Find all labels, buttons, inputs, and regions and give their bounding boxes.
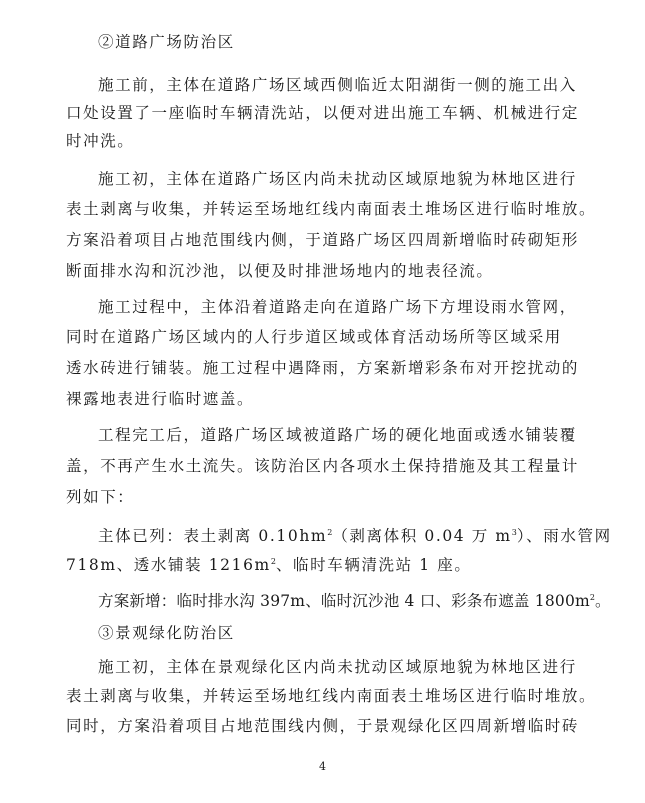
paragraph-line: 施工前，主体在道路广场区域西侧临近太阳湖街一侧的施工出入 xyxy=(98,76,577,94)
text: 方案新增：临时排水沟 397m、临时沉沙池 4 口、彩条布遮盖 1800m xyxy=(98,592,590,611)
paragraph-line: 时冲洗。 xyxy=(66,132,135,150)
text: ）、雨水管网 xyxy=(516,527,612,546)
paragraph-line: 列如下： xyxy=(66,488,135,506)
paragraph-line: 断面排水沟和沉沙池，以便及时排泄场地内的地表径流。 xyxy=(66,262,494,280)
superscript: 3 xyxy=(511,528,517,537)
superscript: 2 xyxy=(589,593,595,602)
text: 。 xyxy=(595,592,611,611)
section-heading-landscape: ③景观绿化防治区 xyxy=(98,624,235,642)
page-number: 4 xyxy=(319,760,326,773)
paragraph-line: 口处设置了一座临时车辆清洗站，以便对进出施工车辆、机械进行定 xyxy=(66,104,580,122)
text: 主体已列：表土剥离 0.10hm xyxy=(98,527,328,546)
paragraph-line: 施工初，主体在景观绿化区内尚未扰动区域原地貌为林地区进行 xyxy=(98,658,577,676)
paragraph-line: 施工初，主体在道路广场区内尚未扰动区域原地貌为林地区进行 xyxy=(98,170,577,188)
text: 718m、透水铺装 1216m xyxy=(66,556,271,575)
text: （剥离体积 0.04 万 m xyxy=(332,527,512,546)
paragraph-line: 表土剥离与收集，并转运至场地红线内南面表土堆场区进行临时堆放。 xyxy=(66,687,597,705)
paragraph-line: 透水砖进行铺装。施工过程中遇降雨，方案新增彩条布对开挖扰动的 xyxy=(66,359,580,377)
paragraph-line: 盖，不再产生水土流失。该防治区内各项水土保持措施及其工程量计 xyxy=(66,457,580,475)
superscript: 2 xyxy=(270,557,276,566)
paragraph-line: 方案沿着项目占地范围线内侧，于道路广场区四周新增临时砖砌矩形 xyxy=(66,231,580,249)
paragraph-line: 裸露地表进行临时遮盖。 xyxy=(66,390,255,408)
paragraph-line: 表土剥离与收集，并转运至场地红线内南面表土堆场区进行临时堆放。 xyxy=(66,200,597,218)
quantity-line-main xyxy=(98,523,612,546)
superscript: 2 xyxy=(327,528,333,537)
paragraph-line: 工程完工后，道路广场区域被道路广场的硬化地面或透水铺装覆 xyxy=(98,426,577,444)
paragraph-line: 同时在道路广场区域内的人行步道区域或体育活动场所等区域采用 xyxy=(66,328,562,346)
paragraph-line: 同时，方案沿着项目占地范围线内侧，于景观绿化区四周新增临时砖 xyxy=(66,717,580,735)
paragraph-line: 施工过程中，主体沿着道路走向在道路广场下方埋设雨水管网， xyxy=(98,298,577,316)
quantity-line-main-cont xyxy=(66,552,471,575)
quantity-line-new xyxy=(98,588,611,611)
text: 、临时车辆清洗站 1 座。 xyxy=(275,556,472,575)
section-heading-road-plaza: ②道路广场防治区 xyxy=(98,33,235,51)
